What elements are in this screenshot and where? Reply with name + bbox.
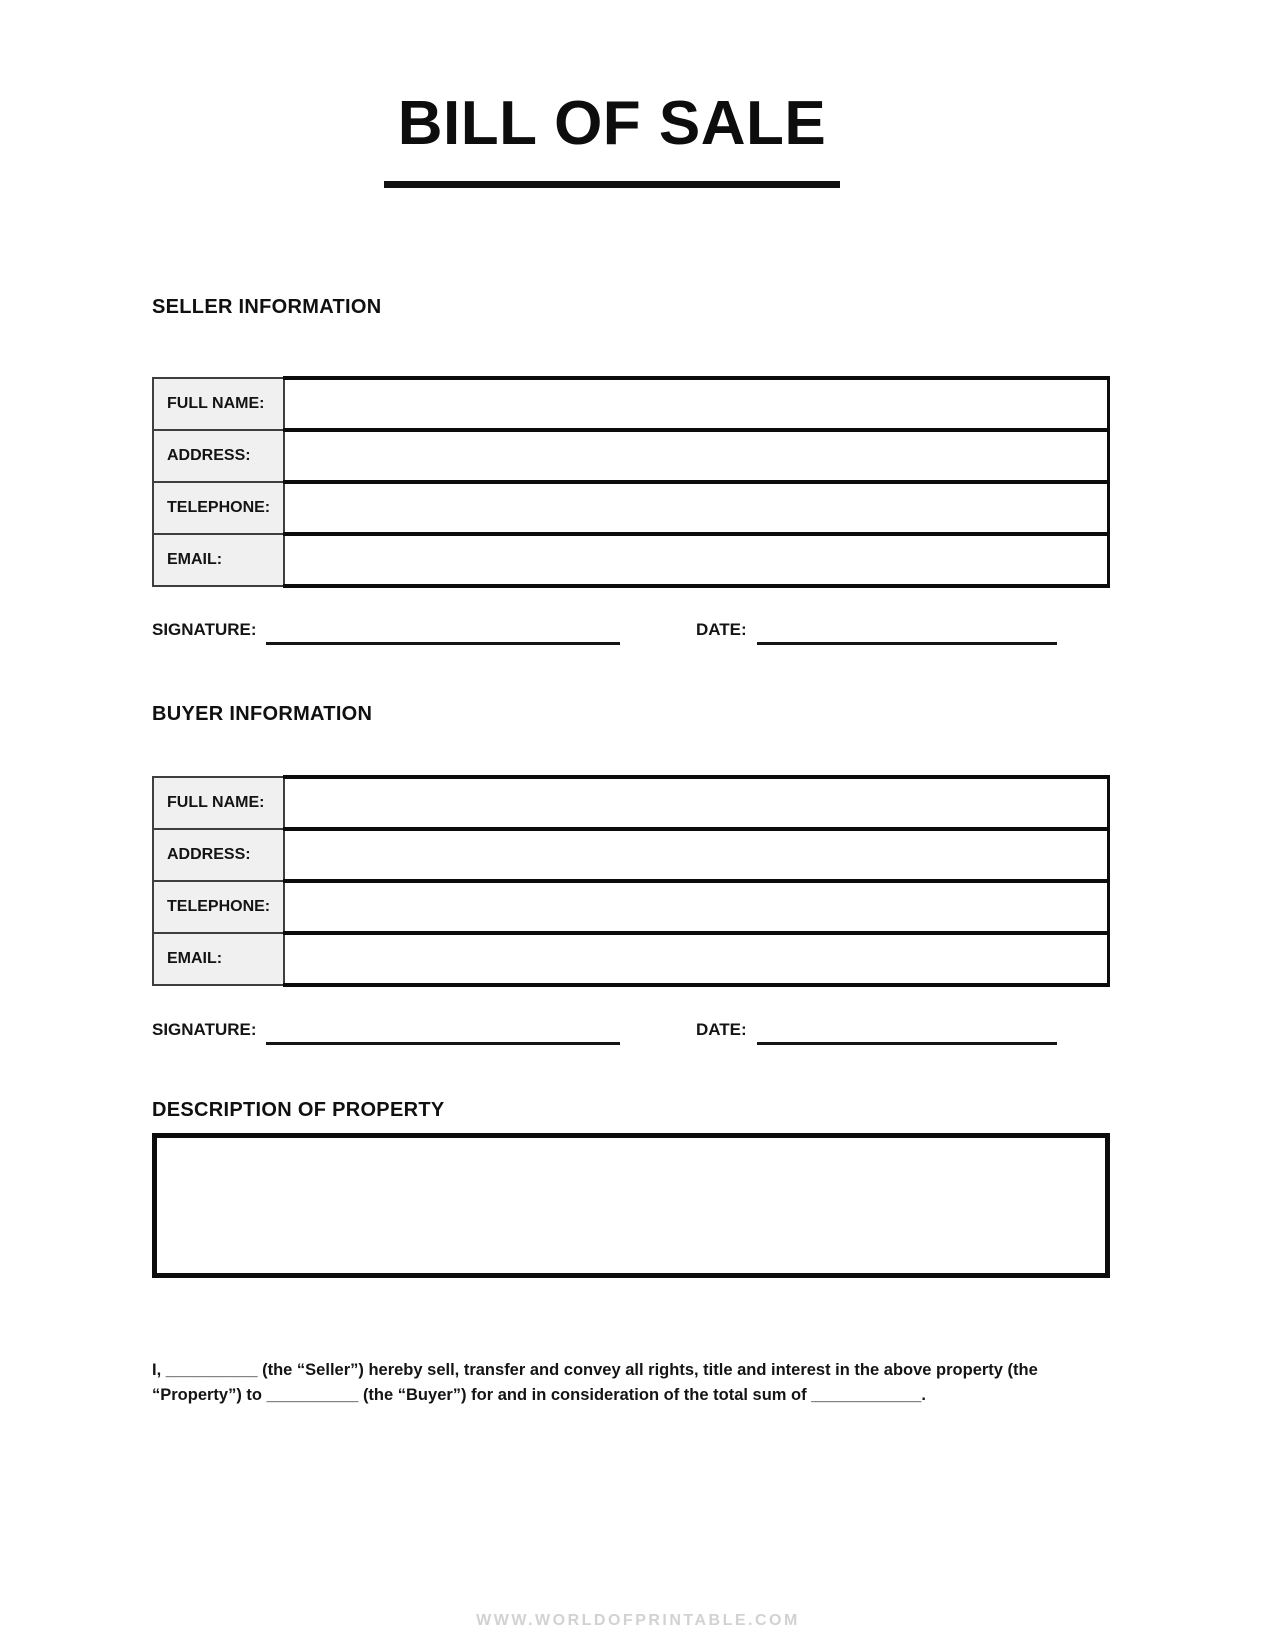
- table-row: [153, 378, 1109, 430]
- table-row: [153, 933, 1109, 985]
- table-row: [153, 829, 1109, 881]
- seller-telephone-field[interactable]: [284, 482, 1109, 534]
- seller-date-label: DATE:: [696, 620, 747, 639]
- buyer-signature-label: SIGNATURE:: [152, 1020, 257, 1039]
- table-row: [153, 777, 1109, 829]
- buyer-telephone-label: TELEPHONE:: [153, 881, 284, 933]
- table-row: [153, 881, 1109, 933]
- seller-email-label: EMAIL:: [153, 534, 284, 586]
- buyer-address-label: ADDRESS:: [153, 829, 284, 881]
- seller-date-line[interactable]: [757, 640, 1057, 645]
- seller-address-field[interactable]: [284, 430, 1109, 482]
- seller-signature-label: SIGNATURE:: [152, 620, 257, 639]
- buyer-full-name-label: FULL NAME:: [153, 777, 284, 829]
- title-underline: [384, 181, 840, 188]
- seller-address-label: ADDRESS:: [153, 430, 284, 482]
- buyer-info-table: [152, 775, 1110, 987]
- seller-telephone-label: TELEPHONE:: [153, 482, 284, 534]
- seller-full-name-label: FULL NAME:: [153, 378, 284, 430]
- seller-email-field[interactable]: [284, 534, 1109, 586]
- buyer-date-label: DATE:: [696, 1020, 747, 1039]
- table-row: [153, 430, 1109, 482]
- document-title: BILL OF SALE: [397, 89, 827, 158]
- buyer-telephone-field[interactable]: [284, 881, 1109, 933]
- property-description-field[interactable]: [152, 1133, 1110, 1278]
- buyer-section-heading: BUYER INFORMATION: [152, 703, 373, 725]
- table-row: [153, 534, 1109, 586]
- property-section-heading: DESCRIPTION OF PROPERTY: [152, 1099, 445, 1121]
- buyer-full-name-field[interactable]: [284, 777, 1109, 829]
- seller-signature-line[interactable]: [266, 640, 620, 645]
- table-row: [153, 482, 1109, 534]
- buyer-address-field[interactable]: [284, 829, 1109, 881]
- legal-statement: I, __________ (the “Seller”) hereby sell, transfer and convey all rights, title and interest in the above property (the “Property”) to __________ (the “Buyer”) for and in consideration of the total sum of ____________.: [152, 1361, 1038, 1404]
- buyer-email-label: EMAIL:: [153, 933, 284, 985]
- buyer-date-line[interactable]: [757, 1040, 1057, 1045]
- buyer-signature-line[interactable]: [266, 1040, 620, 1045]
- buyer-email-field[interactable]: [284, 933, 1109, 985]
- footer-website-url: WWW.WORLDOFPRINTABLE.COM: [476, 1612, 800, 1629]
- seller-full-name-field[interactable]: [284, 378, 1109, 430]
- seller-section-heading: SELLER INFORMATION: [152, 296, 382, 318]
- seller-info-table: [152, 376, 1110, 588]
